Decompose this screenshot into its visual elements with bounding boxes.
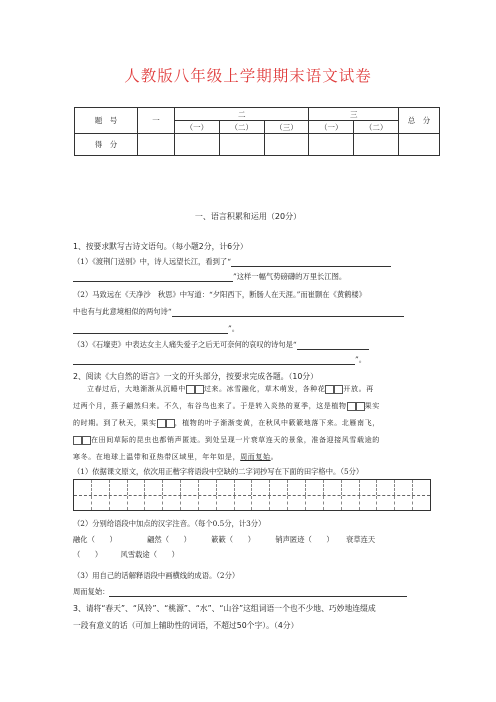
reading-passage bbox=[73, 432, 433, 449]
grid-cell[interactable] bbox=[323, 480, 341, 495]
grid-cell[interactable] bbox=[305, 480, 323, 495]
answer-blank[interactable] bbox=[109, 588, 407, 597]
grid-cell[interactable] bbox=[91, 496, 109, 511]
reading-passage bbox=[73, 381, 433, 398]
grid-cell[interactable] bbox=[394, 480, 412, 495]
blank-box bbox=[73, 436, 82, 445]
grid-cell[interactable] bbox=[412, 480, 430, 495]
reading-passage bbox=[73, 449, 433, 466]
score-table bbox=[74, 107, 440, 156]
grid-cell[interactable] bbox=[198, 480, 216, 495]
sub-header: （二） bbox=[354, 121, 399, 134]
grid-cell[interactable] bbox=[180, 496, 198, 511]
q1-line5: ”。 bbox=[228, 324, 240, 333]
pinyin-item: 风雪载途（ ） bbox=[120, 550, 179, 559]
grid-cell[interactable] bbox=[341, 480, 359, 495]
grid-cell[interactable] bbox=[162, 496, 180, 511]
blank-box bbox=[347, 402, 356, 411]
question-3-line2: 一段有意义的话（可加上辅助性的词语，不超过50个字）。（4分） bbox=[73, 621, 299, 630]
grid-cell[interactable] bbox=[198, 496, 216, 511]
q1-line7: ”。 bbox=[355, 355, 367, 364]
question-3-line1: 3、请将“春天”、“风铃”、“桃源”、“水”、“山谷”这组词语一个也不少地、巧妙地连缀成 bbox=[73, 604, 376, 613]
question-2-heading: 2、阅读《大自然的语言》一文的开头部分，按要求完成各题。（10分） bbox=[73, 372, 318, 381]
reading-passage bbox=[73, 398, 433, 415]
blank-box bbox=[195, 385, 204, 394]
blank-box bbox=[356, 402, 365, 411]
grid-cell[interactable] bbox=[234, 496, 252, 511]
blank-box bbox=[325, 385, 334, 394]
q2-sub3: （3）用自己的话解释语段中画横线的成语。（2分） bbox=[73, 571, 240, 580]
header-tihao: 题 号 bbox=[75, 108, 138, 134]
row-defen: 得 分 bbox=[75, 134, 138, 156]
score-cell[interactable] bbox=[264, 134, 309, 156]
pinyin-item: 翩然（ ） bbox=[147, 535, 191, 544]
header-yi: 一 bbox=[138, 108, 175, 134]
grid-cell[interactable] bbox=[305, 496, 323, 511]
grid-cell[interactable] bbox=[109, 496, 127, 511]
score-cell[interactable] bbox=[354, 134, 399, 156]
grid-cell[interactable] bbox=[162, 480, 180, 495]
grid-cell[interactable] bbox=[376, 496, 394, 511]
q1-line4: 中也有与此意境相似的两句诗“ bbox=[73, 307, 172, 316]
grid-cell[interactable] bbox=[287, 496, 305, 511]
grid-cell[interactable] bbox=[91, 480, 109, 495]
blank-box bbox=[82, 436, 91, 445]
underlined-idiom: 周而复始 bbox=[240, 453, 271, 461]
grid-cell[interactable] bbox=[394, 496, 412, 511]
grid-cell[interactable] bbox=[341, 496, 359, 511]
question-1-heading: 1、按要求默写古诗文语句。（每小题2分，计6分） bbox=[73, 242, 248, 251]
page-title: 人教版八年级上学期期末语文试卷 bbox=[124, 67, 372, 85]
pinyin-item: 销声匿迹（ ） bbox=[275, 535, 334, 544]
blank-box bbox=[166, 419, 175, 428]
grid-cell[interactable] bbox=[234, 480, 252, 495]
idiom-label: 周而复始： bbox=[73, 587, 110, 596]
grid-cell[interactable] bbox=[269, 480, 287, 495]
passage-text: 立春过后，大地渐渐从沉睡中 bbox=[87, 385, 186, 393]
header-san: 三 bbox=[309, 108, 399, 121]
passage-text: 过两个月，燕子翩然归来。不久，布谷鸟也来了。于是转入炎热的夏季，这是植物 bbox=[73, 402, 347, 410]
score-cell[interactable] bbox=[138, 134, 175, 156]
pinyin-item: （ ） bbox=[73, 550, 103, 559]
grid-cell[interactable] bbox=[216, 496, 234, 511]
tianzige-grid[interactable] bbox=[73, 479, 431, 511]
answer-blank[interactable] bbox=[73, 273, 233, 282]
grid-cell[interactable] bbox=[74, 496, 91, 511]
q1-line6: （3）《石壕吏》中表达女主人痛失爱子之后无可奈何的哀叹的诗句是“ bbox=[73, 340, 297, 349]
grid-cell[interactable] bbox=[127, 480, 145, 495]
score-cell[interactable] bbox=[175, 134, 220, 156]
answer-blank[interactable] bbox=[73, 356, 355, 365]
header-er: 二 bbox=[175, 108, 309, 121]
grid-row bbox=[74, 480, 430, 495]
grid-cell[interactable] bbox=[251, 496, 269, 511]
grid-cell[interactable] bbox=[376, 480, 394, 495]
grid-cell[interactable] bbox=[412, 496, 430, 511]
pinyin-item: 融化（ ） bbox=[73, 535, 117, 544]
grid-cell[interactable] bbox=[127, 496, 145, 511]
grid-cell[interactable] bbox=[269, 496, 287, 511]
q1-line3: （2）马致远在《天净沙 秋思》中写道：“夕阳西下，断肠人在天涯。”而崔颢在《黄鹤楼》 bbox=[73, 290, 367, 299]
answer-blank[interactable] bbox=[297, 341, 369, 350]
pinyin-item: 簌簌（ ） bbox=[211, 535, 255, 544]
grid-cell[interactable] bbox=[251, 480, 269, 495]
passage-text: 的时期。到了秋天，果实 bbox=[73, 419, 157, 427]
reading-passage bbox=[73, 415, 433, 432]
answer-blank[interactable] bbox=[172, 308, 404, 317]
grid-cell[interactable] bbox=[216, 480, 234, 495]
score-cell[interactable] bbox=[399, 134, 440, 156]
passage-text: 过来。冰雪融化，草木萌发，各种花 bbox=[203, 385, 326, 393]
grid-cell[interactable] bbox=[109, 480, 127, 495]
sub-header: （二） bbox=[219, 121, 264, 134]
grid-cell[interactable] bbox=[144, 480, 162, 495]
score-cell[interactable] bbox=[309, 134, 354, 156]
passage-text: 开放。再 bbox=[343, 385, 374, 393]
q1-line2: ”这样一幅气势磅礴的万里长江图。 bbox=[233, 272, 347, 281]
sub-header: （一） bbox=[175, 121, 220, 134]
passage-text: 果实 bbox=[364, 402, 380, 410]
score-cell[interactable] bbox=[219, 134, 264, 156]
q1-line1: （1）《渡荆门送别》中，诗人远望长江，看到了“ bbox=[73, 257, 231, 266]
passage-text: 。 bbox=[270, 453, 279, 461]
passage-text: 在田间草际的昆虫也都销声匿迹。到处呈现一片衰草连天的景象，准备迎接风雪载途的 bbox=[91, 436, 380, 444]
grid-cell[interactable] bbox=[323, 496, 341, 511]
header-zongfen: 总 分 bbox=[399, 108, 440, 134]
q2-sub1: （1）依据课文原文，依次用正楷字将语段中空缺的二字词抄写在下面的田字格中。（5分） bbox=[73, 467, 364, 476]
answer-blank[interactable] bbox=[73, 325, 228, 334]
q2-sub2: （2）分别给语段中加点的汉字注音。（每个0.5分，计3分） bbox=[73, 519, 266, 528]
sub-header: （三） bbox=[264, 121, 309, 134]
grid-cell[interactable] bbox=[144, 496, 162, 511]
pinyin-item: 衰草连天 bbox=[346, 535, 376, 544]
passage-text: ，植物的叶子渐渐变黄，在秋风中簌簌地落下来。北雁南飞， bbox=[174, 419, 380, 427]
passage-text: 寒冬。在地球上温带和亚热带区域里，年年如是， bbox=[73, 453, 241, 461]
blank-box bbox=[157, 419, 166, 428]
grid-cell[interactable] bbox=[180, 480, 198, 495]
blank-box bbox=[186, 385, 195, 394]
grid-cell[interactable] bbox=[359, 496, 377, 511]
grid-row bbox=[74, 495, 430, 511]
grid-cell[interactable] bbox=[359, 480, 377, 495]
sub-header: （一） bbox=[309, 121, 354, 134]
grid-cell[interactable] bbox=[287, 480, 305, 495]
grid-cell[interactable] bbox=[74, 480, 91, 495]
section-heading: 一、语言积累和运用（20分） bbox=[194, 212, 302, 221]
answer-blank[interactable] bbox=[231, 258, 391, 267]
